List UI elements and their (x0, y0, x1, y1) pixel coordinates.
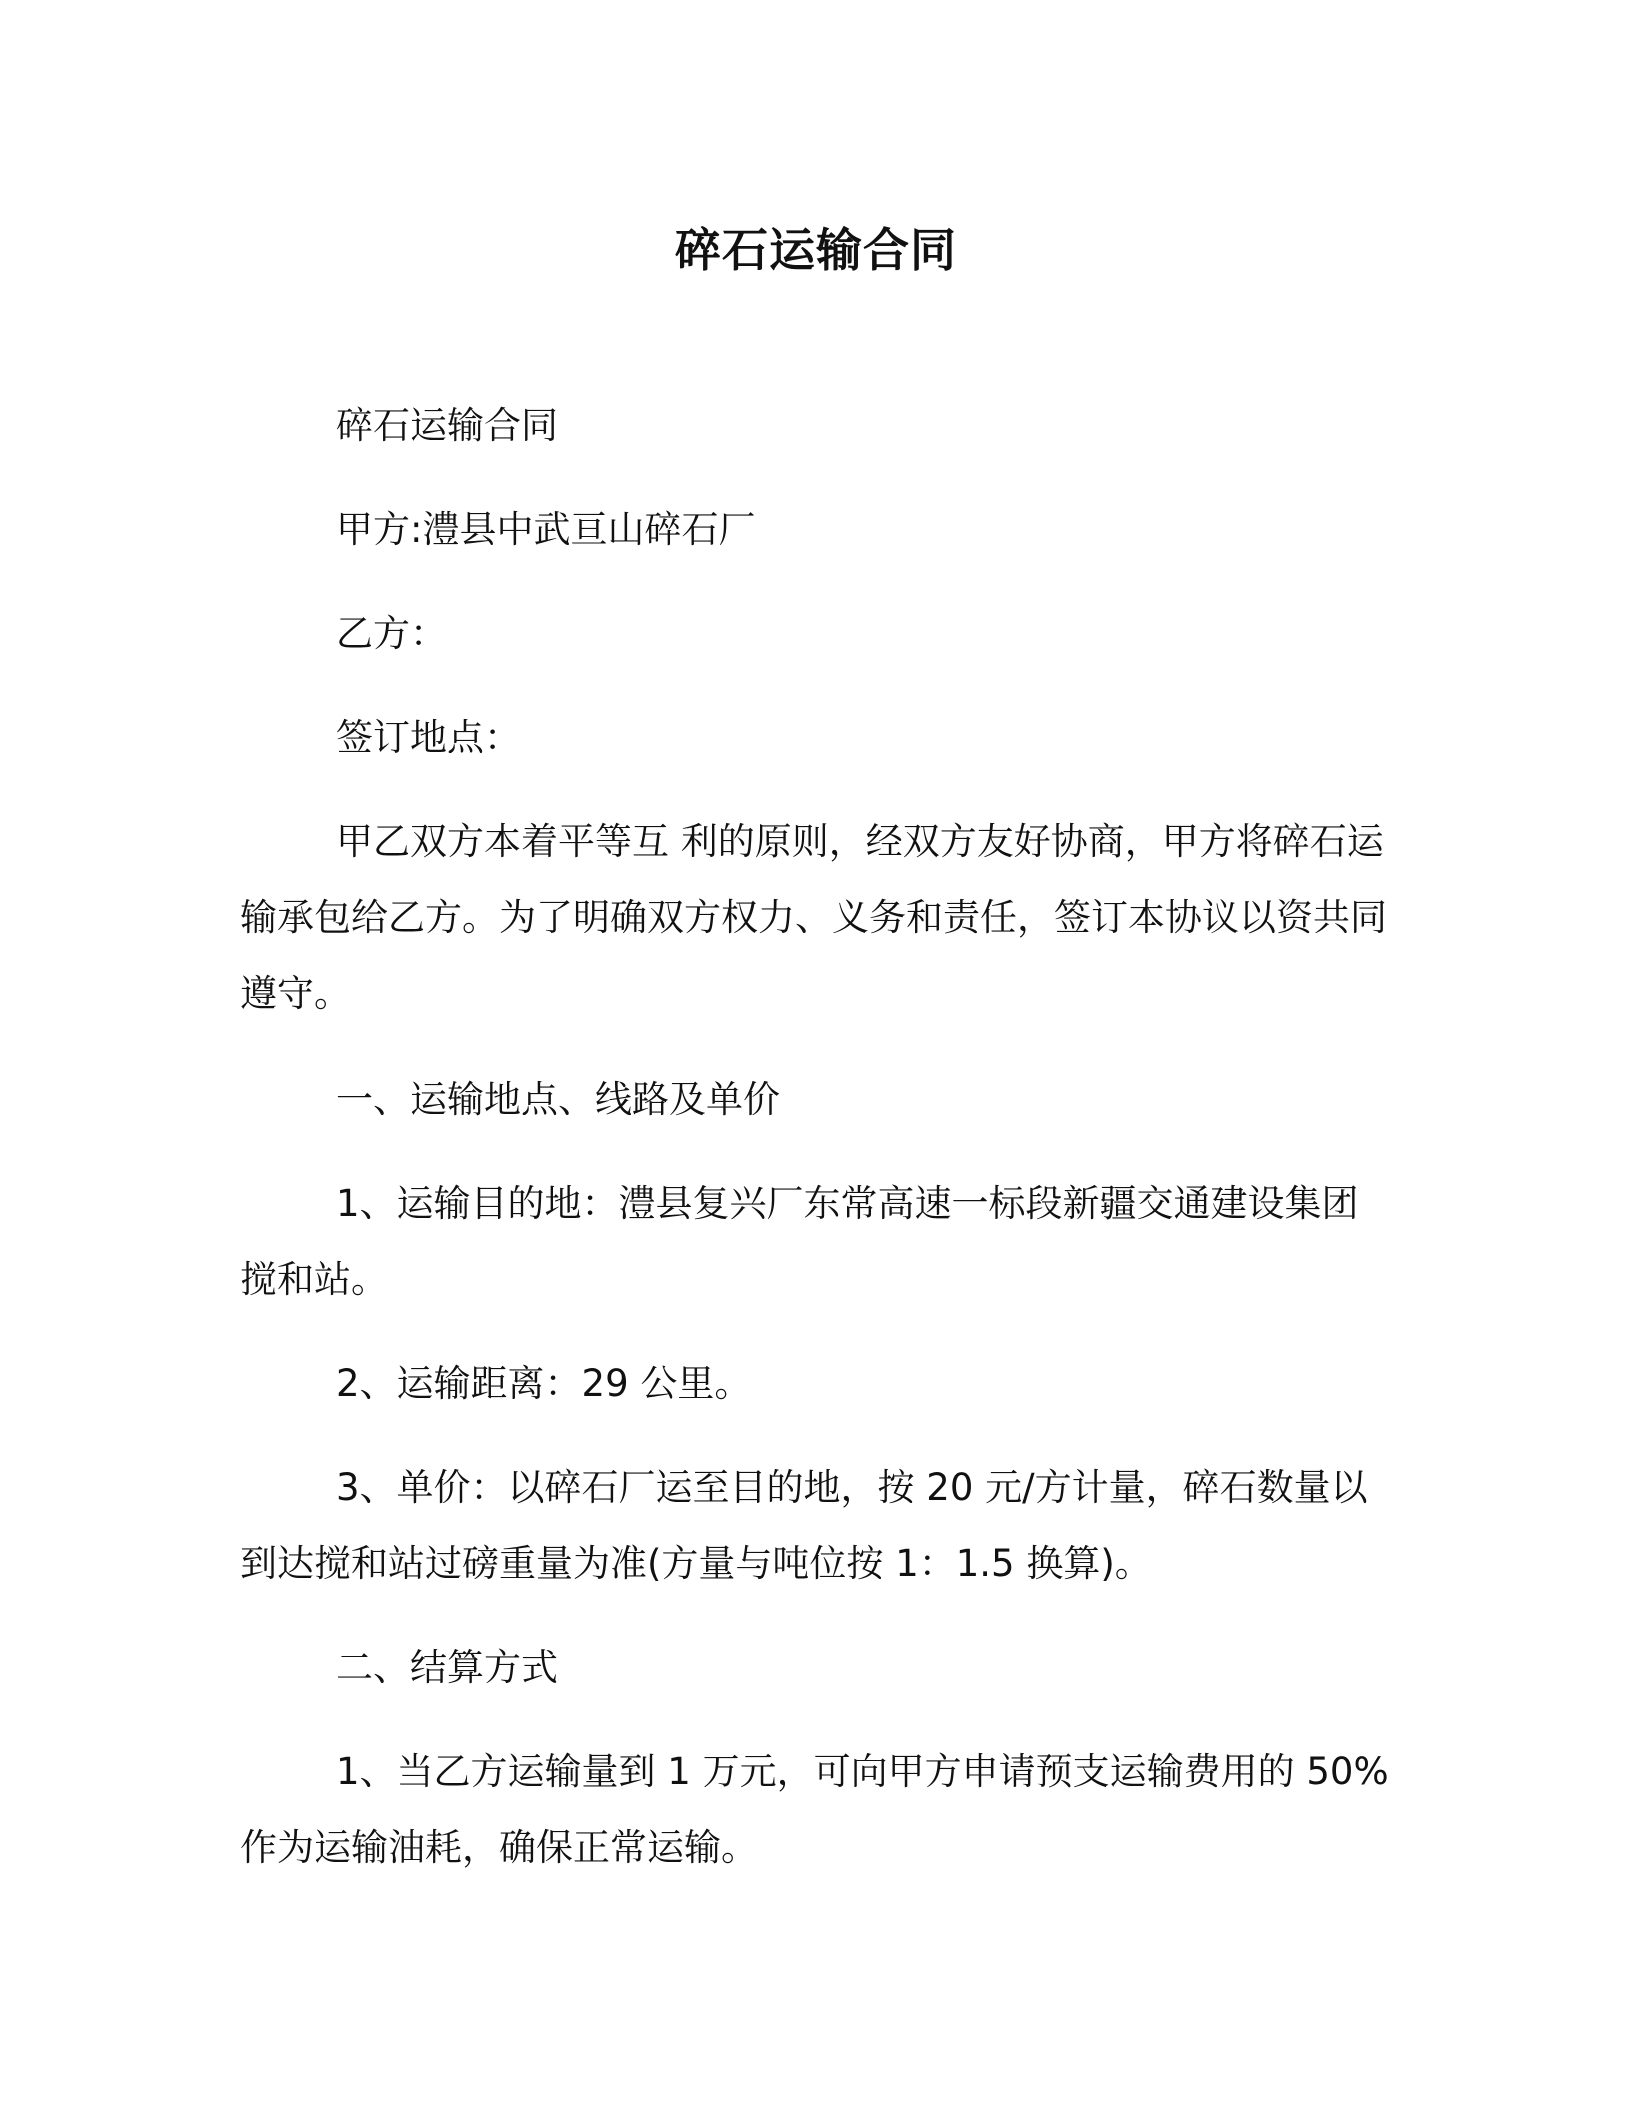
clause-1-1: 1、运输目的地：澧县复兴厂东常高速一标段新疆交通建设集团搅和站。 (240, 1182, 1359, 1301)
paragraph-party-b: 乙方： (336, 612, 447, 655)
paragraph-preamble: 甲乙双方本着平等互 利的原则，经双方友好协商，甲方将碎石运输承包给乙方。为了明确双方权力、义务和责任，签订本协议以资共同遵守。 (240, 820, 1387, 1015)
document-title: 碎石运输合同 (675, 223, 957, 277)
clause-1-2: 2、运输距离：29 公里。 (336, 1362, 752, 1405)
section-heading-1: 一、运输地点、线路及单价 (336, 1078, 780, 1121)
paragraph-party-a: 甲方:澧县中武亘山碎石厂 (336, 508, 756, 551)
clause-1-3: 3、单价：以碎石厂运至目的地，按 20 元/方计量，碎石数量以到达搅和站过磅重量为准(方量与吨位按 1：1.5 换算)。 (240, 1466, 1368, 1585)
section-heading-2: 二、结算方式 (336, 1646, 558, 1689)
clause-2-1: 1、当乙方运输量到 1 万元，可向甲方申请预支运输费用的 50%作为运输油耗，确保正常运输。 (240, 1750, 1389, 1869)
paragraph-signing-place: 签订地点： (336, 716, 521, 759)
paragraph-subtitle: 碎石运输合同 (336, 404, 558, 447)
